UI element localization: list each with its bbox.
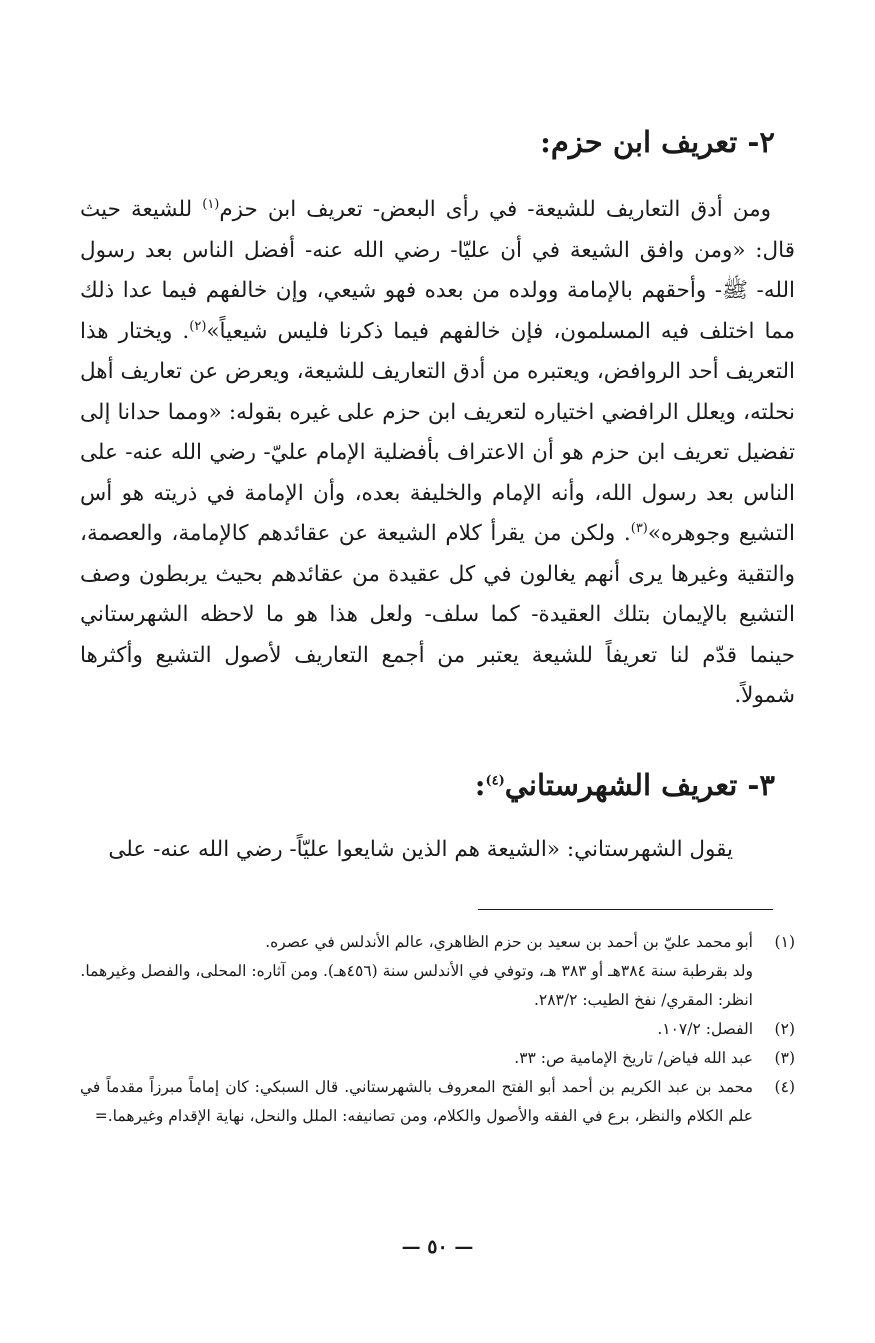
footnote-item <box>80 1044 795 1073</box>
footnote-divider <box>478 909 773 910</box>
footnote-text: ولد بقرطبة سنة ٣٨٤هـ أو ٣٨٣ هـ، وتوفي في الأندلس سنة (٤٥٦هـ). ومن آثاره: المحلى، والفصل وغيرهما. <box>80 962 753 980</box>
body-text: يقول الشهرستاني: «الشيعة هم الذين شايعوا عليّاً- رضي الله عنه- على <box>108 837 733 862</box>
footnote-number: (٤) <box>774 1078 795 1096</box>
footnote-ref[interactable]: (٤) <box>485 773 505 789</box>
page-number: — ٥٠ — <box>401 1236 474 1258</box>
body-paragraph <box>80 830 795 871</box>
footnote-number: (٢) <box>774 1020 795 1038</box>
heading-text: ٣- تعريف الشهرستاني <box>504 768 775 802</box>
heading-colon: : <box>474 768 486 802</box>
footnotes <box>80 928 795 1131</box>
footnote-item <box>80 957 795 986</box>
footnote-item <box>80 1015 795 1044</box>
body-text: . ولكن من يقرأ كلام الشيعة عن عقائدهم كالإمامة، والعصمة، والتقية وغيرها يرى أنهم يغالون في كل عقيدة من عقائدهم بحيث يربطون وصف التشيع بالإيمان بتلك العقيدة- كما سلف- ولعل هذا هو ما لاحظه الشهرستاني حينما قدّم لنا تعريفاً للشيعة يعتبر من أجمع التعاريف لأصول التشيع وأكثرها شمولاً. <box>80 521 795 708</box>
footnote-ref[interactable]: (٢) <box>189 318 207 334</box>
footnote-text: الفصل: ١٠٧/٢. <box>657 1020 753 1038</box>
section-heading-ibn-hazm <box>540 125 775 160</box>
footnote-number: (٣) <box>774 1049 795 1067</box>
section-body-ibn-hazm <box>80 190 795 717</box>
footnote-number: (١) <box>774 933 795 951</box>
footnote-ref[interactable]: (١) <box>202 196 220 212</box>
body-text: للشيعة حيث قال: «ومن وافق الشيعة في أن عليّا- رضي الله عنه- أفضل الناس بعد رسول الله- ﷺ- وأحقهم بالإمامة وولده من بعده فهو شيعي، وإن خالفهم فيما عدا ذلك مما اختلف فيه المسلمون، فإن خالفهم فيما ذكرنا فليس شيعياً» <box>80 197 796 344</box>
heading-text: ٢- تعريف ابن حزم: <box>540 125 775 159</box>
footnote-item <box>80 1073 795 1131</box>
footnote-item <box>80 986 795 1015</box>
footnote-item <box>80 928 795 957</box>
body-text: . ويختار هذا التعريف أحد الروافض، ويعتبره من أدق التعاريف للشيعة، ويعرض عن تعاريف أهل نحلته، ويعلل الرافضي اختياره لتعريف ابن حزم على غيره بقوله: «ومما حدانا إلى تفضيل تعريف ابن حزم هو أن الاعتراف بأفضلية الإمام عليّ- رضي الله عنه- على الناس بعد رسول الله، وأنه الإمام والخليفة بعده، وأن الإمامة في ذريته هو أس التشيع وجوهره» <box>80 318 795 546</box>
footnote-text: عبد الله فياض/ تاريخ الإمامية ص: ٣٣. <box>514 1049 753 1067</box>
footnote-text: انظر: المقري/ نفخ الطيب: ٢٨٣/٢. <box>533 991 753 1009</box>
section-body-shahrastani <box>80 830 795 871</box>
body-text: ومن أدق التعاريف للشيعة- في رأى البعض- تعريف ابن حزم <box>219 197 771 222</box>
section-heading-shahrastani <box>475 768 775 803</box>
body-paragraph <box>80 190 795 717</box>
footnote-text: محمد بن عبد الكريم بن أحمد أبو الفتح المعروف بالشهرستاني. قال السبكي: كان إماماً مبرزاً مقدماً في علم الكلام والنظر، برع في الفقه والأصول والكلام، ومن تصانيفه: الملل والنحل، نهاية الإقدام وغيرهما.= <box>80 1078 753 1125</box>
footnote-ref[interactable]: (٣) <box>630 520 648 536</box>
footnote-text: أبو محمد عليّ بن أحمد بن سعيد بن حزم الظاهري، عالم الأندلس في عصره. <box>265 933 753 951</box>
